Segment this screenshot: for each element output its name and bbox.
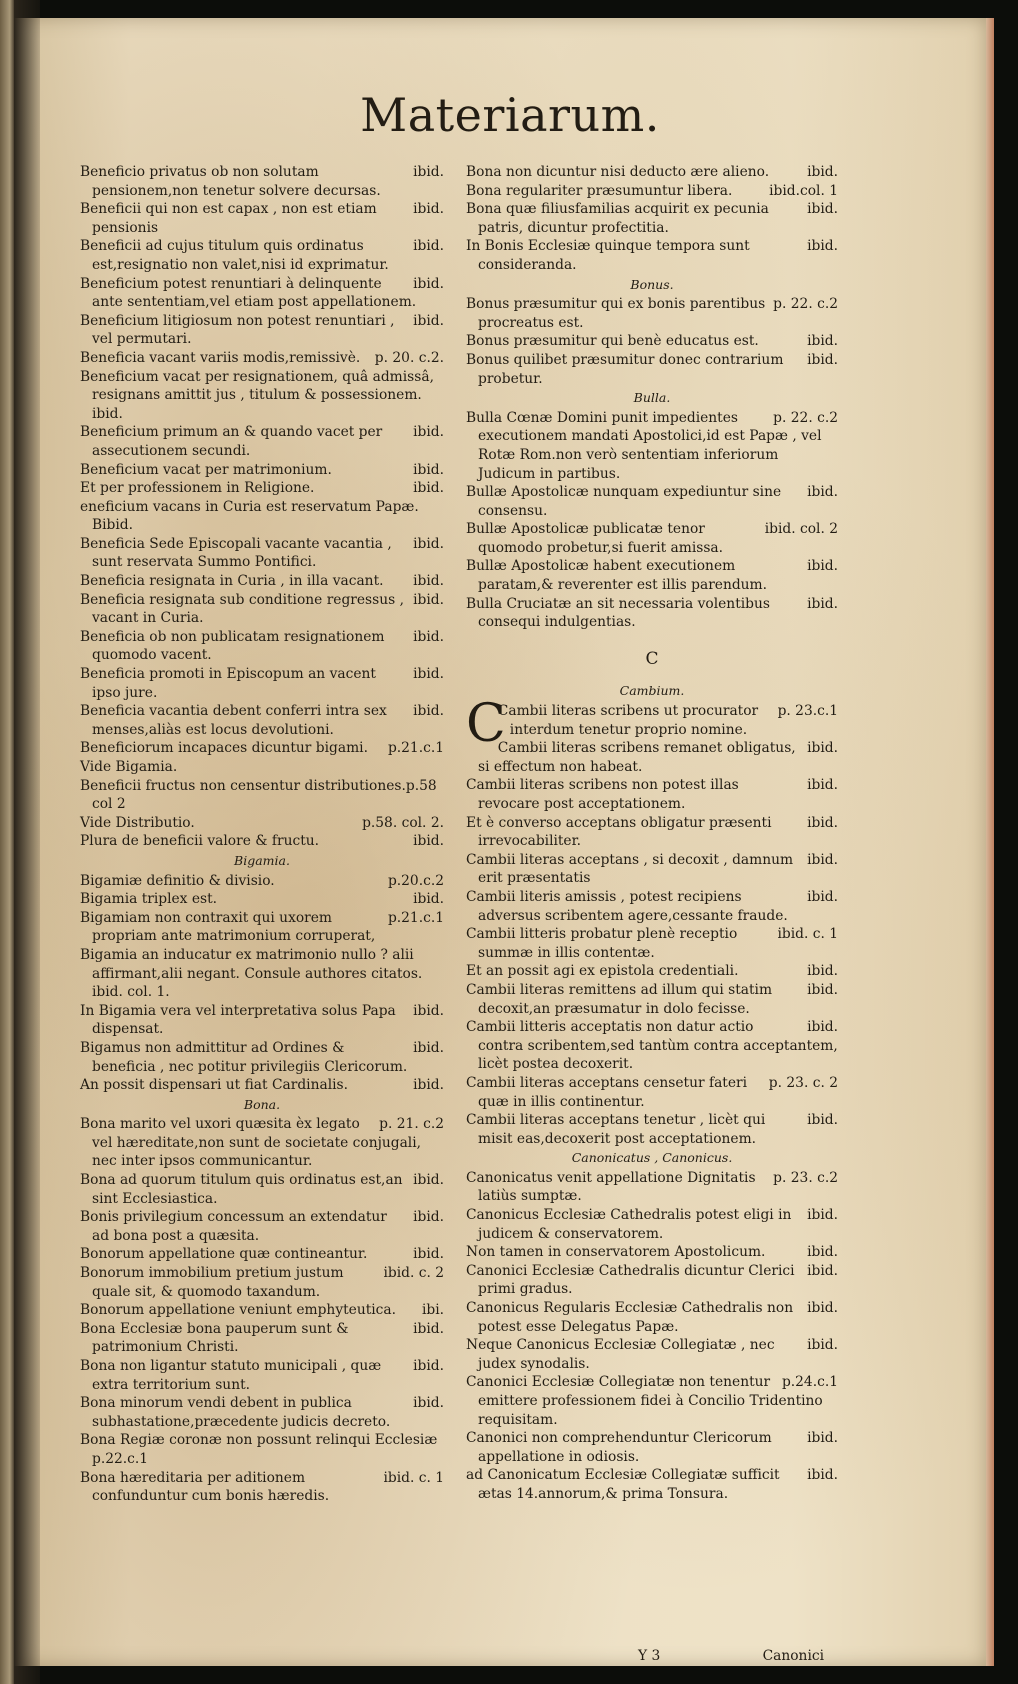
index-entry xyxy=(80,423,444,460)
page-reference: ibid. xyxy=(807,201,838,218)
index-column-left xyxy=(80,163,444,1506)
entry-text: eneficium vacans in Curia est reservatum Papæ. Bibid. xyxy=(80,498,419,534)
entry-text: Bigamiam non contraxit qui uxorem propriam ante matrimonium corruperat, xyxy=(80,909,376,945)
entry-text: Et an possit agi ex epistola credentiali. xyxy=(466,963,739,980)
entry-text: An possit dispensari ut fiat Cardinalis. xyxy=(80,1077,348,1094)
index-heading: Canonicatus , Canonicus. xyxy=(571,1150,733,1166)
index-entry xyxy=(466,1429,838,1466)
index-entry xyxy=(466,1018,838,1074)
index-entry xyxy=(466,409,838,483)
page-reference: ibid. xyxy=(807,484,838,501)
entry-text: Bullæ Apostolicæ publicatæ tenor quomodo probetur,si fuerit amissa. xyxy=(466,521,724,556)
entry-text: ad Canonicatum Ecclesiæ Collegiatæ sufficit ætas 14.annorum,& prima Tonsura. xyxy=(466,1467,780,1502)
page-reference: ibid. xyxy=(807,963,838,980)
entry-text: Canonicus Regularis Ecclesiæ Cathedralis non potest esse Delegatus Papæ. xyxy=(466,1300,794,1335)
index-entry xyxy=(466,1206,838,1243)
entry-text: Bonorum appellatione quæ contineantur. xyxy=(80,1246,368,1263)
page-reference: ibid. xyxy=(413,312,444,329)
index-entry xyxy=(80,702,444,739)
entry-text: Beneficii ad cujus titulum quis ordinatus est,resignatio non valet,nisi id exprimatur. xyxy=(80,238,389,273)
entry-text: Bonis privilegium concessum an extendatur ad bona post a quæsita. xyxy=(80,1209,387,1244)
index-entry xyxy=(80,739,444,758)
entry-text: Canonici Ecclesiæ Collegiatæ non tenentur emittere professionem fidei à Concilio Tridentino requisitam. xyxy=(466,1374,823,1428)
page-reference: ibid. xyxy=(413,591,444,608)
page-reference: ibid. xyxy=(413,703,444,720)
page-reference: ibid. xyxy=(413,666,444,683)
entry-text: Vide Bigamia. xyxy=(80,759,178,775)
entry-text: Beneficia vacant variis modis,remissivè. xyxy=(80,349,361,366)
entry-text: Et è converso acceptans obligatur præsenti irrevocabiliter. xyxy=(466,814,772,850)
entry-text: Bonus præsumitur qui ex bonis parentibus procreatus est. xyxy=(466,296,766,331)
page-reference: ibid. xyxy=(413,833,444,850)
entry-text: Bona non ligantur statuto municipali , quæ extra territorium sunt. xyxy=(80,1358,382,1393)
entry-text: Canonici non comprehenduntur Clericorum appellatione in odiosis. xyxy=(466,1430,772,1465)
index-entry xyxy=(466,1243,838,1262)
entry-text: Beneficia resignata in Curia , in illa vacant. xyxy=(80,573,384,590)
index-heading: Bona. xyxy=(243,1096,281,1112)
entry-text: Beneficia Sede Episcopali vacante vacantia , sunt reservata Summo Pontifici. xyxy=(80,535,392,571)
page-reference: ibid. xyxy=(807,814,838,831)
index-entry xyxy=(466,1074,838,1111)
page-reference: ibid. c. 2 xyxy=(383,1265,444,1282)
page-reference: ibid. xyxy=(807,1300,838,1317)
index-entry xyxy=(80,1469,444,1506)
entry-text: Et per professionem in Religione. xyxy=(80,480,315,497)
page-reference: ibid. xyxy=(807,333,838,350)
index-entry xyxy=(466,1111,838,1148)
index-entry xyxy=(80,665,444,702)
index-entry xyxy=(80,777,444,814)
index-entry xyxy=(466,739,838,776)
index-entry xyxy=(80,591,444,628)
index-entry xyxy=(466,1373,838,1429)
page-reference: ibid. xyxy=(807,595,838,612)
previous-page-edge xyxy=(0,0,14,1684)
page-reference: ibid. xyxy=(807,981,838,998)
entry-text: Bona quæ filiusfamilias acquirit ex pecunia patris, dicuntur profectitia. xyxy=(466,201,769,236)
page-reference: ibid. xyxy=(807,351,838,368)
index-entry xyxy=(80,872,444,891)
entry-text: Bonus præsumitur qui benè educatus est. xyxy=(466,333,759,350)
entry-text: Bona regulariter præsumuntur libera. xyxy=(466,182,733,199)
entry-text: Bulla Cruciatæ an sit necessaria volentibus consequi indulgentias. xyxy=(466,595,770,631)
index-entry xyxy=(466,925,838,962)
entry-text: Plura de beneficii valore & fructu. xyxy=(80,833,320,850)
index-entry xyxy=(80,368,444,424)
entry-text: Bonorum appellatione veniunt emphyteutica. xyxy=(80,1302,397,1319)
book-spine xyxy=(14,0,40,1684)
index-entry xyxy=(80,1171,444,1208)
index-entry xyxy=(80,1394,444,1431)
index-entry xyxy=(80,1039,444,1076)
index-entry xyxy=(80,461,444,480)
page-reference: ibid. xyxy=(413,1039,444,1056)
index-entry xyxy=(80,1208,444,1245)
index-entry xyxy=(80,1076,444,1095)
entry-text: Cambii litteris probatur plenè receptio summæ in illis contentæ. xyxy=(466,926,738,961)
index-column-right xyxy=(466,163,838,1504)
page-reference: p. 22. c.2 xyxy=(773,296,838,313)
index-entry xyxy=(80,349,444,368)
index-entry xyxy=(80,1320,444,1357)
entry-text: Beneficium vacat per resignationem, quâ admissâ, resignans amittit jus , titulum & possessionem. ibid. xyxy=(80,368,434,422)
entry-text: Beneficia resignata sub conditione regressus , vacant in Curia. xyxy=(80,591,404,627)
page-reference: ibid. xyxy=(807,1207,838,1224)
page-reference: ibid. xyxy=(807,1467,838,1484)
page-reference: ibid. xyxy=(413,628,444,645)
index-entry xyxy=(80,1357,444,1394)
page-reference: ibid. xyxy=(413,1246,444,1263)
index-entry xyxy=(466,182,838,201)
index-entry xyxy=(466,520,838,557)
page-reference: ibid. xyxy=(413,1002,444,1019)
index-entry xyxy=(466,237,838,274)
entry-text: Bigamus non admittitur ad Ordines & beneficia , nec potitur privilegiis Clericorum. xyxy=(80,1039,408,1075)
page-reference: ibid. xyxy=(807,851,838,868)
entry-text: Vide Distributio. xyxy=(80,814,195,831)
entry-text: Beneficium litigiosum non potest renuntiari , vel permutari. xyxy=(80,312,395,348)
index-entry xyxy=(80,946,444,1002)
page-reference: ibid. xyxy=(413,1077,444,1094)
entry-text: Cambii literas remittens ad illum qui statim decoxit,an præsumatur in dolo fecisse. xyxy=(466,981,773,1017)
page-reference: ibid. col. 2 xyxy=(764,521,838,538)
page-reference: ibid. xyxy=(807,888,838,905)
index-entry xyxy=(466,557,838,594)
page-reference: ibid. xyxy=(413,238,444,255)
entry-text: Bona marito vel uxori quæsita èx legato vel hæreditate,non sunt de societate conjugali, nec inter ipsos communicantur. xyxy=(80,1116,422,1170)
page-reference: ibid. xyxy=(807,238,838,255)
entry-text: Beneficii qui non est capax , non est etiam pensionis xyxy=(80,201,377,236)
index-heading: Bonus. xyxy=(630,276,674,292)
page-reference: p.21.c.1 xyxy=(387,909,444,926)
page-reference: ibid. xyxy=(413,480,444,497)
index-entry xyxy=(466,1336,838,1373)
section-letter: C xyxy=(645,648,659,669)
entry-text: Bona non dicuntur nisi deducto ære alieno. xyxy=(466,164,770,180)
index-entry xyxy=(80,1301,444,1320)
index-entry xyxy=(80,814,444,833)
entry-text: Beneficia promoti in Episcopum an vacent ipso jure. xyxy=(80,666,376,701)
signature-mark: Y 3 xyxy=(638,1648,661,1664)
page-reference: ibid. xyxy=(413,424,444,441)
page-reference: ibid. xyxy=(413,1358,444,1374)
page-reference: ibid. xyxy=(413,461,444,478)
page-reference: ibid. xyxy=(413,1320,444,1337)
entry-text: Cambii litteris acceptatis non datur actio contra scribentem,sed tantùm contra acceptantem, licèt postea decoxerit. xyxy=(466,1019,838,1073)
index-entry xyxy=(466,295,838,332)
index-entry xyxy=(80,479,444,498)
index-entry xyxy=(466,851,838,888)
index-entry xyxy=(80,498,444,535)
index-entry xyxy=(466,332,838,351)
page-reference: ibid. xyxy=(413,891,444,908)
index-entry xyxy=(466,981,838,1018)
entry-text: Bullæ Apostolicæ nunquam expediuntur sine consensu. xyxy=(466,484,782,519)
page-reference: ibid. xyxy=(807,740,838,757)
index-entry xyxy=(466,776,838,813)
page-reference: p.58. col. 2. xyxy=(362,814,444,831)
entry-text: Cambii literas scribens ut procurator interdum tenetur proprio nomine. xyxy=(497,703,759,738)
entry-text: Bona minorum vendi debent in publica subhastatione,præcedente judicis decreto. xyxy=(80,1395,391,1430)
entry-text: Neque Canonicus Ecclesiæ Collegiatæ , nec judex synodalis. xyxy=(466,1337,775,1372)
index-entry xyxy=(80,312,444,349)
page-reference: ibid. xyxy=(413,201,444,218)
index-entry xyxy=(466,1262,838,1299)
index-entry xyxy=(466,483,838,520)
index-entry xyxy=(80,200,444,237)
index-entry xyxy=(466,200,838,237)
entry-text: Bona Ecclesiæ bona pauperum sunt & patrimonium Christi. xyxy=(80,1320,349,1356)
running-title: Materiarum. xyxy=(360,88,660,142)
index-entry xyxy=(80,832,444,851)
page-reference: ibid. xyxy=(807,558,838,575)
index-entry xyxy=(466,351,838,388)
page-reference: ibid. xyxy=(807,1337,838,1354)
page-reference: p.21.c.1 xyxy=(387,740,444,757)
page-reference: ibid. xyxy=(807,1262,838,1279)
index-entry xyxy=(80,1245,444,1264)
index-entry xyxy=(466,163,838,182)
index-entry xyxy=(466,814,838,851)
entry-text: Bigamiæ definitio & divisio. xyxy=(80,872,275,889)
entry-text: Beneficia ob non publicatam resignationem quomodo vacent. xyxy=(80,628,385,664)
book-page xyxy=(14,18,986,1666)
index-entry xyxy=(80,535,444,572)
entry-text: Beneficii fructus non censentur distributiones.p.58 col 2 xyxy=(80,777,437,813)
entry-text: Non tamen in conservatorem Apostolicum. xyxy=(466,1244,766,1261)
entry-text: Canonici Ecclesiæ Cathedralis dicuntur Clerici primi gradus. xyxy=(466,1262,795,1298)
page-reference: p. 23. c.2 xyxy=(773,1169,838,1186)
index-entry xyxy=(80,628,444,665)
entry-text: Bonus quilibet præsumitur donec contrarium probetur. xyxy=(466,351,784,387)
entry-text: Bulla Cœnæ Domini punit impedientes executionem mandati Apostolici,id est Papæ , vel Rotæ Rom.non verò sententiam inferiorum Judicum in partibus. xyxy=(466,409,822,482)
index-heading: Bulla. xyxy=(633,390,671,406)
index-entry xyxy=(80,890,444,909)
entry-text: Beneficio privatus ob non solutam pensionem,non tenetur solvere decursas. xyxy=(80,164,381,199)
page-reference: p. 20. c.2. xyxy=(374,349,444,366)
index-entry xyxy=(80,1431,444,1468)
entry-text: Bullæ Apostolicæ habent executionem paratam,& reverenter est illis parendum. xyxy=(466,558,768,594)
index-entry xyxy=(80,275,444,312)
page-reference: p. 23. c. 2 xyxy=(768,1074,838,1091)
index-entry xyxy=(80,909,444,946)
index-entry xyxy=(80,1115,444,1171)
index-entry xyxy=(466,962,838,981)
catchword: Canonici xyxy=(762,1648,824,1664)
page-reference: ibid. xyxy=(807,777,838,794)
page-reference: ibid. xyxy=(413,1395,444,1412)
page-reference: ibid. c. 1 xyxy=(383,1469,444,1486)
entry-text: In Bigamia vera vel interpretativa solus Papa dispensat. xyxy=(80,1002,396,1038)
entry-text: Bigamia triplex est. xyxy=(80,891,218,908)
entry-text: Cambii literas acceptans tenetur , licèt qui misit eas,decoxerit post acceptationem. xyxy=(466,1112,766,1147)
entry-text: Cambii literas acceptans censetur fateri quæ in illis continentur. xyxy=(466,1074,748,1110)
page-reference: ibid. xyxy=(807,1244,838,1261)
entry-text: Cambii literas scribens remanet obligatus, si effectum non habeat. xyxy=(478,740,796,775)
index-entry xyxy=(466,1169,838,1206)
page-reference: ibid.col. 1 xyxy=(769,182,838,199)
index-entry xyxy=(80,758,444,777)
index-entry xyxy=(80,1002,444,1039)
page-fore-edge xyxy=(986,18,994,1666)
page-reference: p.24.c.1 xyxy=(781,1374,838,1391)
entry-text: Cambii literas acceptans , si decoxit , damnum erit præsentatis xyxy=(466,851,794,887)
page-reference: ibid. xyxy=(413,535,444,552)
index-entry xyxy=(466,1299,838,1336)
page-reference: p. 21. c.2 xyxy=(379,1116,444,1133)
entry-text: Cambii literas scribens non potest illas revocare post acceptationem. xyxy=(466,777,739,812)
index-entry xyxy=(466,595,838,632)
entry-text: Bonorum immobilium pretium justum quale sit, & quomodo taxandum. xyxy=(80,1265,344,1300)
index-entry xyxy=(80,237,444,274)
index-heading: Cambium. xyxy=(619,683,685,699)
page-reference: ibi. xyxy=(421,1302,444,1319)
page-reference: ibid. xyxy=(413,1172,444,1189)
page-reference: ibid. xyxy=(807,1430,838,1447)
index-entry xyxy=(466,888,838,925)
page-reference: ibid. xyxy=(807,164,838,180)
page-reference: p.20.c.2 xyxy=(387,872,444,889)
index-heading: Bigamia. xyxy=(234,852,290,868)
page-reference: ibid. xyxy=(413,164,444,180)
entry-text: Canonicatus venit appellatione Dignitatis latiùs sumptæ. xyxy=(466,1169,756,1205)
entry-text: Beneficium potest renuntiari à delinquente ante sententiam,vel etiam post appellationem. xyxy=(80,275,417,311)
index-entry xyxy=(466,1466,838,1503)
entry-text: Canonicus Ecclesiæ Cathedralis potest eligi in judicem & conservatorem. xyxy=(466,1207,792,1242)
entry-text: Bona ad quorum titulum quis ordinatus est,an sint Ecclesiastica. xyxy=(80,1172,403,1207)
index-entry xyxy=(80,572,444,591)
page-reference: p. 22. c.2 xyxy=(773,409,838,426)
entry-text: Beneficium primum an & quando vacet per assecutionem secundi. xyxy=(80,424,383,459)
entry-text: Bona hæreditaria per aditionem confunduntur cum bonis hæredis. xyxy=(80,1469,330,1505)
page-reference: ibid. xyxy=(807,1112,838,1129)
page-reference: ibid. xyxy=(807,1019,838,1036)
index-entry xyxy=(80,1264,444,1301)
entry-text: Cambii literis amissis , potest recipiens adversus scribentem agere,cessante fraude. xyxy=(466,888,788,924)
entry-text: Bigamia an inducatur ex matrimonio nullo ? alii affirmant,alii negant. Consule authores citatos. ibid. col. 1. xyxy=(80,946,423,1001)
page-reference: ibid. xyxy=(413,275,444,292)
index-entry xyxy=(80,163,444,200)
page-reference: ibid. xyxy=(413,1209,444,1226)
page-reference: ibid. xyxy=(413,573,444,590)
page-reference: ibid. c. 1 xyxy=(777,926,838,943)
page-reference: p. 23.c.1 xyxy=(777,703,838,720)
entry-text: Beneficiorum incapaces dicuntur bigami. xyxy=(80,740,368,757)
entry-text: Beneficia vacantia debent conferri intra sex menses,aliàs est locus devolutioni. xyxy=(80,703,387,738)
entry-text: In Bonis Ecclesiæ quinque tempora sunt consideranda. xyxy=(466,238,750,273)
drop-cap: C xyxy=(466,694,506,755)
entry-text: Beneficium vacat per matrimonium. xyxy=(80,461,332,478)
entry-text: Bona Regiæ coronæ non possunt relinqui Ecclesiæ p.22.c.1 xyxy=(80,1432,438,1467)
